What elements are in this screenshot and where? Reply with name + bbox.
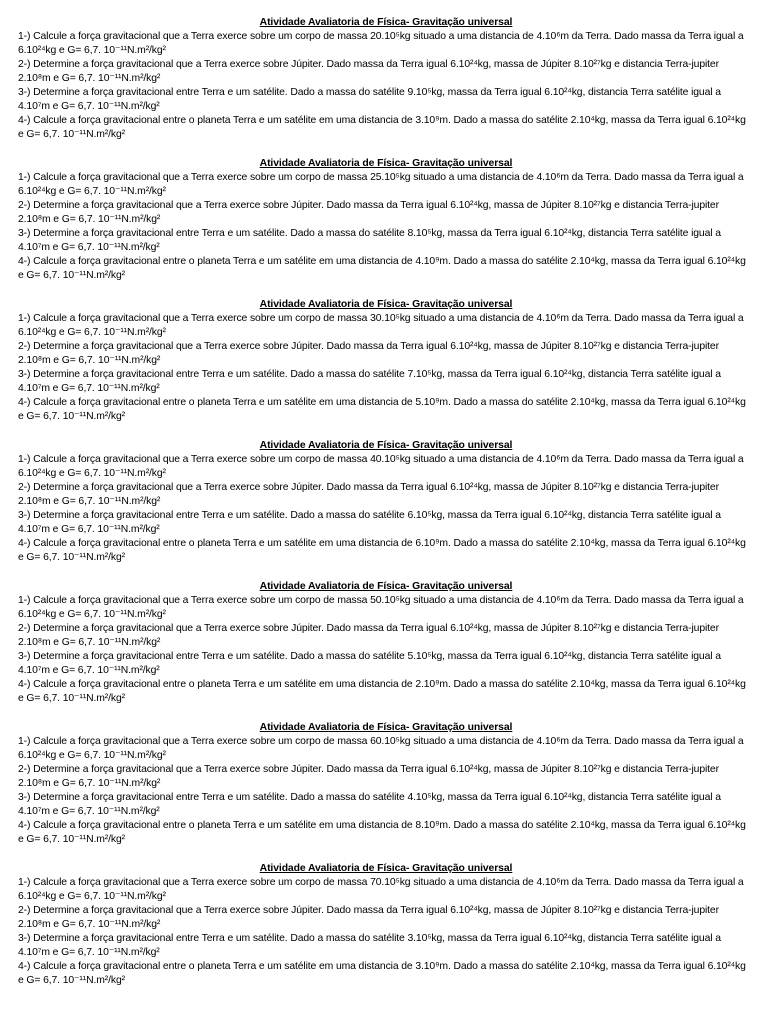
activity-title: Atividade Avaliatoria de Física- Gravitação universal [259, 17, 513, 28]
activity-title: Atividade Avaliatoria de Física- Gravitação universal [259, 440, 513, 451]
activity-title: Atividade Avaliatoria de Física- Gravitação universal [259, 722, 513, 733]
question-3: 3-) Determine a força gravitacional entre Terra e um satélite. Dado a massa do satélite 8.10⁵kg, massa da Terra igual 6.10²⁴kg, distancia Terra satélite igual a 4.10⁷m e G= 6,7. 10⁻¹¹N.m²/kg² [18, 228, 721, 253]
question-4: 4-) Calcule a força gravitacional entre o planeta Terra e um satélite em uma distancia de 5.10⁹m. Dado a massa do satélite 2.10⁴kg, massa da Terra igual 6.10²⁴kg e G= 6,7. 10⁻¹¹N.m²/kg² [18, 397, 746, 422]
question-1: 1-) Calcule a força gravitacional que a Terra exerce sobre um corpo de massa 25.10⁵kg situado a uma distancia de 4.10⁶m da Terra. Dado massa da Terra igual a 6.10²⁴kg e G= 6,7. 10⁻¹¹N.m²/kg² [18, 172, 744, 197]
question-1: 1-) Calcule a força gravitacional que a Terra exerce sobre um corpo de massa 40.10⁵kg situado a uma distancia de 4.10⁶m da Terra. Dado massa da Terra igual a 6.10²⁴kg e G= 6,7. 10⁻¹¹N.m²/kg² [18, 454, 744, 479]
question-2: 2-) Determine a força gravitacional que a Terra exerce sobre Júpiter. Dado massa da Terra igual 6.10²⁴kg, massa de Júpiter 8.10²⁷kg e distancia Terra-jupiter 2.10⁸m e G= 6,7. 10⁻¹¹N.m²/kg² [18, 623, 719, 648]
activity-block [18, 298, 754, 439]
question-3: 3-) Determine a força gravitacional entre Terra e um satélite. Dado a massa do satélite 4.10⁵kg, massa da Terra igual 6.10²⁴kg, distancia Terra satélite igual a 4.10⁷m e G= 6,7. 10⁻¹¹N.m²/kg² [18, 792, 721, 817]
question-3: 3-) Determine a força gravitacional entre Terra e um satélite. Dado a massa do satélite 9.10⁵kg, massa da Terra igual 6.10²⁴kg, distancia Terra satélite igual a 4.10⁷m e G= 6,7. 10⁻¹¹N.m²/kg² [18, 87, 721, 112]
question-4: 4-) Calcule a força gravitacional entre o planeta Terra e um satélite em uma distancia de 3.10⁹m. Dado a massa do satélite 2.10⁴kg, massa da Terra igual 6.10²⁴kg e G= 6,7. 10⁻¹¹N.m²/kg² [18, 115, 746, 140]
question-3: 3-) Determine a força gravitacional entre Terra e um satélite. Dado a massa do satélite 7.10⁵kg, massa da Terra igual 6.10²⁴kg, distancia Terra satélite igual a 4.10⁷m e G= 6,7. 10⁻¹¹N.m²/kg² [18, 369, 721, 394]
question-1: 1-) Calcule a força gravitacional que a Terra exerce sobre um corpo de massa 70.10⁵kg situado a uma distancia de 4.10⁶m da Terra. Dado massa da Terra igual a 6.10²⁴kg e G= 6,7. 10⁻¹¹N.m²/kg² [18, 877, 744, 902]
activity-block [18, 16, 754, 157]
question-2: 2-) Determine a força gravitacional que a Terra exerce sobre Júpiter. Dado massa da Terra igual 6.10²⁴kg, massa de Júpiter 8.10²⁷kg e distancia Terra-jupiter 2.10⁸m e G= 6,7. 10⁻¹¹N.m²/kg² [18, 764, 719, 789]
question-2: 2-) Determine a força gravitacional que a Terra exerce sobre Júpiter. Dado massa da Terra igual 6.10²⁴kg, massa de Júpiter 8.10²⁷kg e distancia Terra-jupiter 2.10⁸m e G= 6,7. 10⁻¹¹N.m²/kg² [18, 905, 719, 930]
question-2: 2-) Determine a força gravitacional que a Terra exerce sobre Júpiter. Dado massa da Terra igual 6.10²⁴kg, massa de Júpiter 8.10²⁷kg e distancia Terra-jupiter 2.10⁸m e G= 6,7. 10⁻¹¹N.m²/kg² [18, 200, 719, 225]
activity-title: Atividade Avaliatoria de Física- Gravitação universal [259, 863, 513, 874]
question-4: 4-) Calcule a força gravitacional entre o planeta Terra e um satélite em uma distancia de 4.10⁹m. Dado a massa do satélite 2.10⁴kg, massa da Terra igual 6.10²⁴kg e G= 6,7. 10⁻¹¹N.m²/kg² [18, 256, 746, 281]
question-4: 4-) Calcule a força gravitacional entre o planeta Terra e um satélite em uma distancia de 3.10⁹m. Dado a massa do satélite 2.10⁴kg, massa da Terra igual 6.10²⁴kg e G= 6,7. 10⁻¹¹N.m²/kg² [18, 961, 746, 986]
question-1: 1-) Calcule a força gravitacional que a Terra exerce sobre um corpo de massa 60.10⁵kg situado a uma distancia de 4.10⁶m da Terra. Dado massa da Terra igual a 6.10²⁴kg e G= 6,7. 10⁻¹¹N.m²/kg² [18, 736, 744, 761]
activity-block [18, 157, 754, 298]
question-4: 4-) Calcule a força gravitacional entre o planeta Terra e um satélite em uma distancia de 8.10⁹m. Dado a massa do satélite 2.10⁴kg, massa da Terra igual 6.10²⁴kg e G= 6,7. 10⁻¹¹N.m²/kg² [18, 820, 746, 845]
question-4: 4-) Calcule a força gravitacional entre o planeta Terra e um satélite em uma distancia de 2.10⁹m. Dado a massa do satélite 2.10⁴kg, massa da Terra igual 6.10²⁴kg e G= 6,7. 10⁻¹¹N.m²/kg² [18, 679, 746, 704]
activity-block [18, 580, 754, 721]
activity-block [18, 439, 754, 580]
activity-block [18, 721, 754, 862]
activity-title: Atividade Avaliatoria de Física- Gravitação universal [259, 299, 513, 310]
activity-block [18, 862, 754, 1003]
question-3: 3-) Determine a força gravitacional entre Terra e um satélite. Dado a massa do satélite 5.10⁵kg, massa da Terra igual 6.10²⁴kg, distancia Terra satélite igual a 4.10⁷m e G= 6,7. 10⁻¹¹N.m²/kg² [18, 651, 721, 676]
question-1: 1-) Calcule a força gravitacional que a Terra exerce sobre um corpo de massa 20.10⁵kg situado a uma distancia de 4.10⁶m da Terra. Dado massa da Terra igual a 6.10²⁴kg e G= 6,7. 10⁻¹¹N.m²/kg² [18, 31, 744, 56]
question-2: 2-) Determine a força gravitacional que a Terra exerce sobre Júpiter. Dado massa da Terra igual 6.10²⁴kg, massa de Júpiter 8.10²⁷kg e distancia Terra-jupiter 2.10⁸m e G= 6,7. 10⁻¹¹N.m²/kg² [18, 341, 719, 366]
question-2: 2-) Determine a força gravitacional que a Terra exerce sobre Júpiter. Dado massa da Terra igual 6.10²⁴kg, massa de Júpiter 8.10²⁷kg e distancia Terra-jupiter 2.10⁸m e G= 6,7. 10⁻¹¹N.m²/kg² [18, 482, 719, 507]
activity-title: Atividade Avaliatoria de Física- Gravitação universal [259, 581, 513, 592]
question-2: 2-) Determine a força gravitacional que a Terra exerce sobre Júpiter. Dado massa da Terra igual 6.10²⁴kg, massa de Júpiter 8.10²⁷kg e distancia Terra-jupiter 2.10⁸m e G= 6,7. 10⁻¹¹N.m²/kg² [18, 59, 719, 84]
question-3: 3-) Determine a força gravitacional entre Terra e um satélite. Dado a massa do satélite 6.10⁵kg, massa da Terra igual 6.10²⁴kg, distancia Terra satélite igual a 4.10⁷m e G= 6,7. 10⁻¹¹N.m²/kg² [18, 510, 721, 535]
question-4: 4-) Calcule a força gravitacional entre o planeta Terra e um satélite em uma distancia de 6.10⁹m. Dado a massa do satélite 2.10⁴kg, massa da Terra igual 6.10²⁴kg e G= 6,7. 10⁻¹¹N.m²/kg² [18, 538, 746, 563]
question-1: 1-) Calcule a força gravitacional que a Terra exerce sobre um corpo de massa 50.10⁵kg situado a uma distancia de 4.10⁶m da Terra. Dado massa da Terra igual a 6.10²⁴kg e G= 6,7. 10⁻¹¹N.m²/kg² [18, 595, 744, 620]
question-3: 3-) Determine a força gravitacional entre Terra e um satélite. Dado a massa do satélite 3.10⁵kg, massa da Terra igual 6.10²⁴kg, distancia Terra satélite igual a 4.10⁷m e G= 6,7. 10⁻¹¹N.m²/kg² [18, 933, 721, 958]
activity-title: Atividade Avaliatoria de Física- Gravitação universal [259, 158, 513, 169]
question-1: 1-) Calcule a força gravitacional que a Terra exerce sobre um corpo de massa 30.10⁵kg situado a uma distancia de 4.10⁶m da Terra. Dado massa da Terra igual a 6.10²⁴kg e G= 6,7. 10⁻¹¹N.m²/kg² [18, 313, 744, 338]
